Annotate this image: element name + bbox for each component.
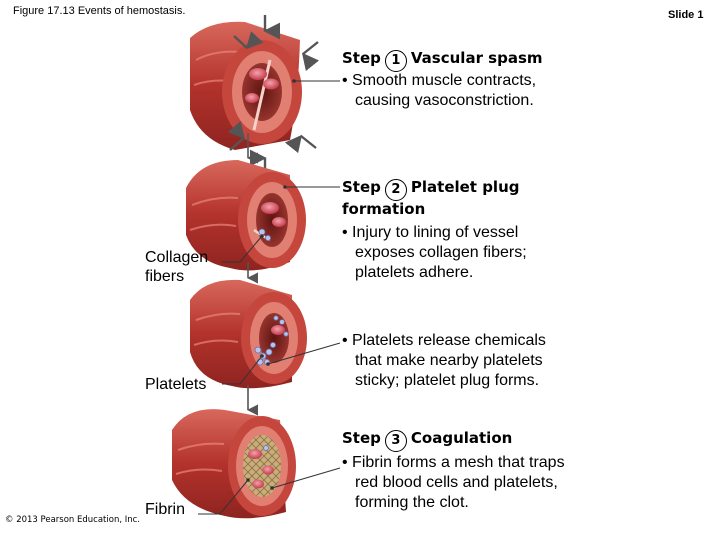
collagen-label-line2: fibers bbox=[145, 268, 185, 285]
step3-line1: • Fibrin forms a mesh that traps bbox=[342, 454, 565, 471]
step2-word: Step bbox=[342, 178, 381, 196]
vessel-platelet-plug bbox=[190, 280, 307, 388]
step1-number-badge: 1 bbox=[385, 50, 407, 72]
release-line2: that make nearby platelets bbox=[355, 352, 543, 369]
step2-line1: • Injury to lining of vessel bbox=[342, 224, 519, 241]
step1-description bbox=[342, 71, 536, 111]
step3-line2: red blood cells and platelets, bbox=[355, 474, 558, 491]
step2-line3: platelets adhere. bbox=[355, 264, 474, 281]
step3-number-badge: 3 bbox=[385, 430, 407, 452]
step3-line3: forming the clot. bbox=[355, 494, 469, 511]
step3-title: Coagulation bbox=[410, 429, 513, 447]
step3-word: Step bbox=[342, 429, 381, 447]
release-line3: sticky; platelet plug forms. bbox=[355, 372, 540, 389]
figure-title: Figure 17.13 Events of hemostasis. bbox=[13, 5, 186, 17]
platelets-label: Platelets bbox=[145, 376, 207, 393]
collagen-fibers-label bbox=[145, 248, 208, 286]
slide-number: Slide 1 bbox=[668, 9, 704, 21]
fibrin-label: Fibrin bbox=[145, 501, 186, 518]
vessel-vascular-spasm bbox=[190, 22, 302, 150]
step3-description bbox=[342, 453, 565, 513]
step2-number-badge: 2 bbox=[385, 179, 407, 201]
platelet-release-description bbox=[342, 331, 546, 391]
step1-heading bbox=[342, 49, 543, 72]
vessel-coagulation bbox=[172, 409, 296, 518]
step2-heading bbox=[342, 178, 520, 201]
step2-description bbox=[342, 223, 527, 283]
step2-line2: exposes collagen fibers; bbox=[355, 244, 527, 261]
step2-title: Platelet plug bbox=[410, 178, 520, 196]
copyright-notice: © 2013 Pearson Education, Inc. bbox=[5, 515, 140, 525]
step1-line1: • Smooth muscle contracts, bbox=[342, 72, 537, 89]
release-line1: • Platelets release chemicals bbox=[342, 332, 546, 349]
step1-line2: causing vasoconstriction. bbox=[355, 92, 534, 109]
step1-word: Step bbox=[342, 49, 381, 67]
step3-heading bbox=[342, 429, 512, 452]
step2-title-continuation: formation bbox=[342, 200, 426, 218]
step1-title: Vascular spasm bbox=[410, 49, 543, 67]
collagen-label-line1: Collagen bbox=[145, 249, 209, 266]
